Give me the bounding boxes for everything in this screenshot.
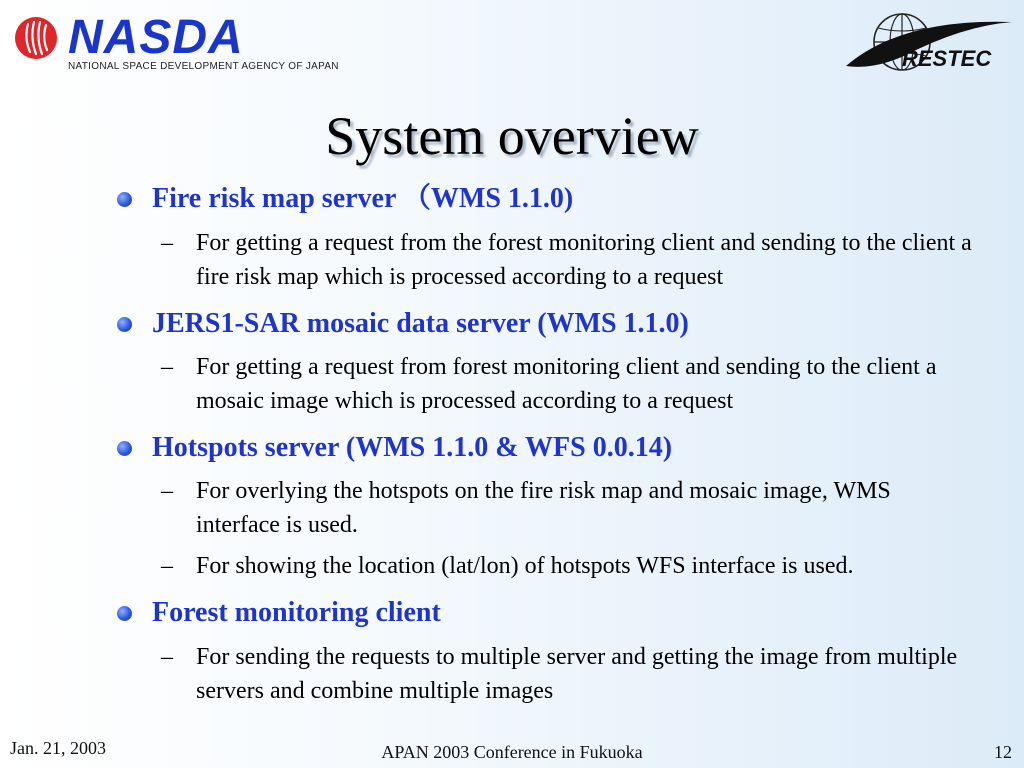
bullet-dot-icon	[117, 192, 132, 207]
restec-logo-text: RESTEC	[902, 46, 992, 71]
dash-marker: –	[161, 644, 173, 670]
footer-conference: APAN 2003 Conference in Fukuoka	[381, 742, 643, 762]
footer-date: Jan. 21, 2003	[10, 738, 106, 758]
bullet-dot-icon	[117, 317, 132, 332]
slide-title: System overview	[325, 106, 699, 166]
bullet-heading: Forest monitoring client	[152, 597, 441, 628]
bullet-heading: Fire risk map server （WMS 1.1.0)	[152, 183, 574, 214]
sub-bullet-text: For overlying the hotspots on the fire risk map and mosaic image, WMS interface is used.	[196, 478, 891, 538]
dash-marker: –	[161, 230, 173, 256]
sub-bullet-text: For getting a request from the forest monitoring client and sending to the client a fire risk map which is processed according to a request	[196, 230, 972, 290]
bullet-dot-icon	[117, 441, 132, 456]
sub-bullet-text: For getting a request from forest monitoring client and sending to the client a mosaic image which is processed according to a request	[196, 354, 937, 414]
bullet-heading: JERS1-SAR mosaic data server (WMS 1.1.0)	[152, 308, 689, 339]
dash-marker: –	[161, 478, 173, 504]
page-number: 12	[994, 742, 1012, 762]
nasda-subtitle: NATIONAL SPACE DEVELOPMENT AGENCY OF JAPAN	[68, 61, 339, 72]
nasda-logo	[14, 12, 344, 78]
sub-bullet-text: For showing the location (lat/lon) of hotspots WFS interface is used.	[196, 553, 854, 579]
dash-marker: –	[161, 553, 173, 579]
dash-marker: –	[161, 354, 173, 380]
sub-bullet-text: For sending the requests to multiple server and getting the image from multiple servers and combine multiple images	[196, 644, 958, 704]
nasda-logo-text: NASDA	[68, 11, 244, 64]
nasda-sun-icon	[14, 16, 58, 60]
bullet-dot-icon	[117, 606, 132, 621]
bullet-heading: Hotspots server (WMS 1.1.0 & WFS 0.0.14)	[152, 432, 673, 463]
restec-logo	[842, 8, 1018, 80]
